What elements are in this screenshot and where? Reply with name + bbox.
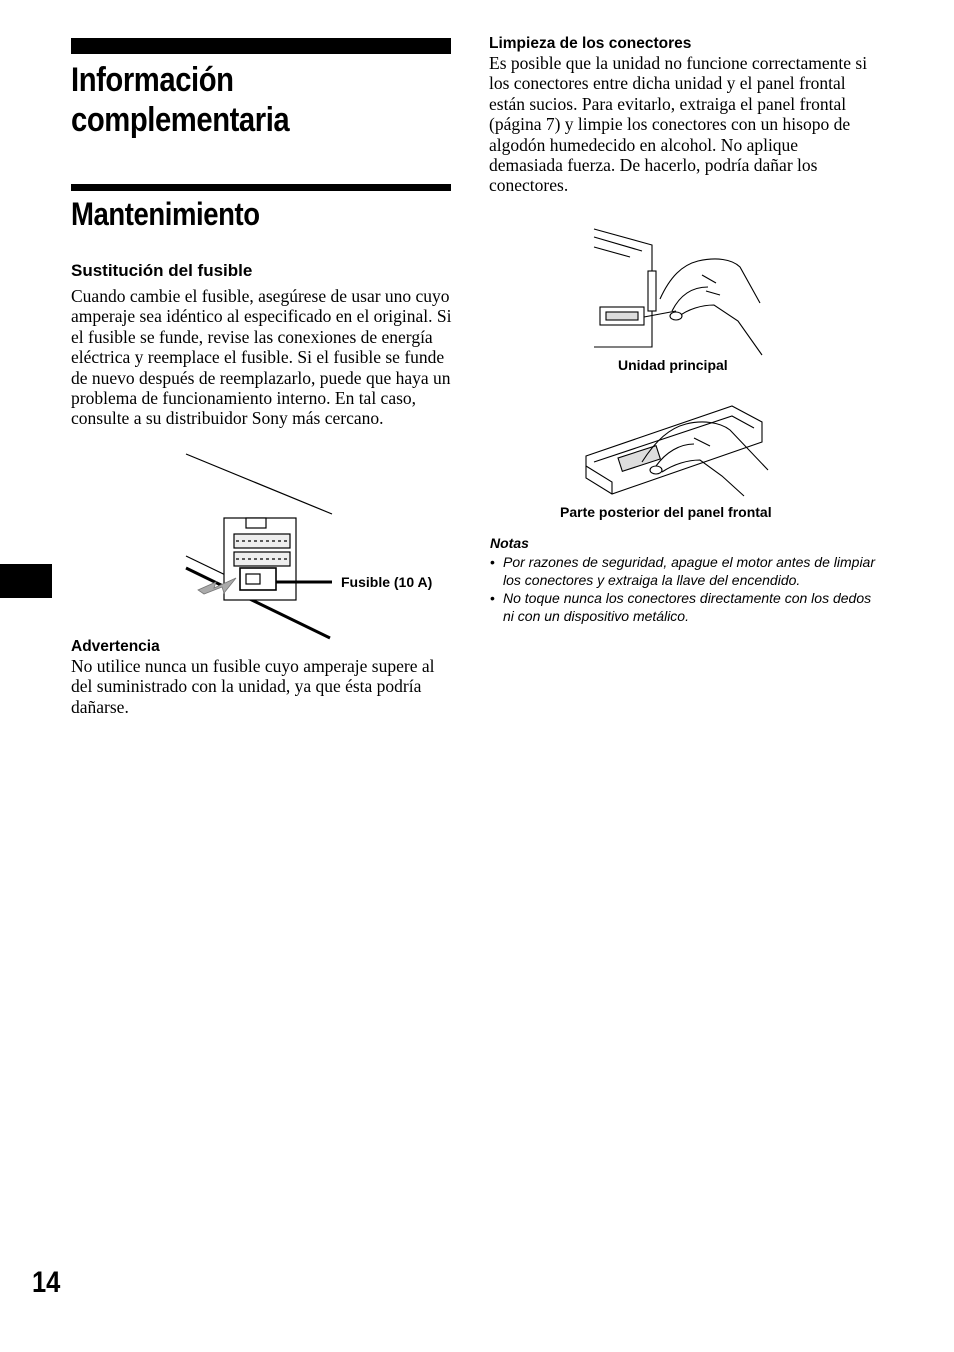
fuse-figure-label: Fusible (10 A) bbox=[341, 574, 433, 590]
main-heading: Mantenimiento bbox=[71, 196, 260, 232]
fuse-illustration bbox=[180, 448, 450, 648]
page-number: 14 bbox=[32, 1266, 61, 1299]
connectors-heading: Limpieza de los conectores bbox=[489, 35, 692, 52]
notes-list bbox=[490, 553, 875, 625]
note-item: • Por razones de seguridad, apague el motor antes de limpiar los conectores y extraiga la llave del encendido. bbox=[490, 553, 875, 589]
main-heading-rule bbox=[71, 184, 451, 191]
fuse-body: Cuando cambie el fusible, asegúrese de usar uno cuyo amperaje sea idéntico al especificado en el original. Si el fusible se funde, revise las conexiones de energía eléctrica y reemplace el fusible. Si el fusible se funde de nuevo después de reemplazarlo, puede que haya un problema de funcionamiento interno. En tal caso, consulte a su distribuidor Sony más cercano. bbox=[71, 286, 452, 429]
notes-title: Notas bbox=[490, 535, 529, 551]
chapter-tab bbox=[0, 564, 52, 598]
section-title-rule bbox=[71, 38, 451, 54]
front-panel-illustration bbox=[582, 400, 777, 500]
warning-body: No utilice nunca un fusible cuyo amperaje supere al del suministrado con la unidad, ya que ésta podría dañarse. bbox=[71, 656, 435, 717]
connectors-body: Es posible que la unidad no funcione correctamente si los conectores entre dicha unidad y el panel frontal están sucios. Para evitarlo, extraiga el panel frontal (página 7) y limpie los conectores con un hisopo de algodón humedecido en alcohol. No aplique demasiada fuerza. De hacerlo, podría dañar los conectores. bbox=[489, 53, 868, 196]
warning-heading: Advertencia bbox=[71, 638, 160, 655]
front-panel-label: Parte posterior del panel frontal bbox=[560, 504, 772, 520]
note-item: • No toque nunca los conectores directamente con los dedos ni con un dispositivo metálico. bbox=[490, 589, 875, 625]
main-unit-illustration bbox=[590, 225, 770, 360]
section-title-line-2: complementaria bbox=[71, 101, 290, 139]
main-unit-label: Unidad principal bbox=[618, 357, 728, 373]
fuse-heading: Sustitución del fusible bbox=[71, 261, 253, 280]
section-title-line-1: Información bbox=[71, 61, 234, 99]
